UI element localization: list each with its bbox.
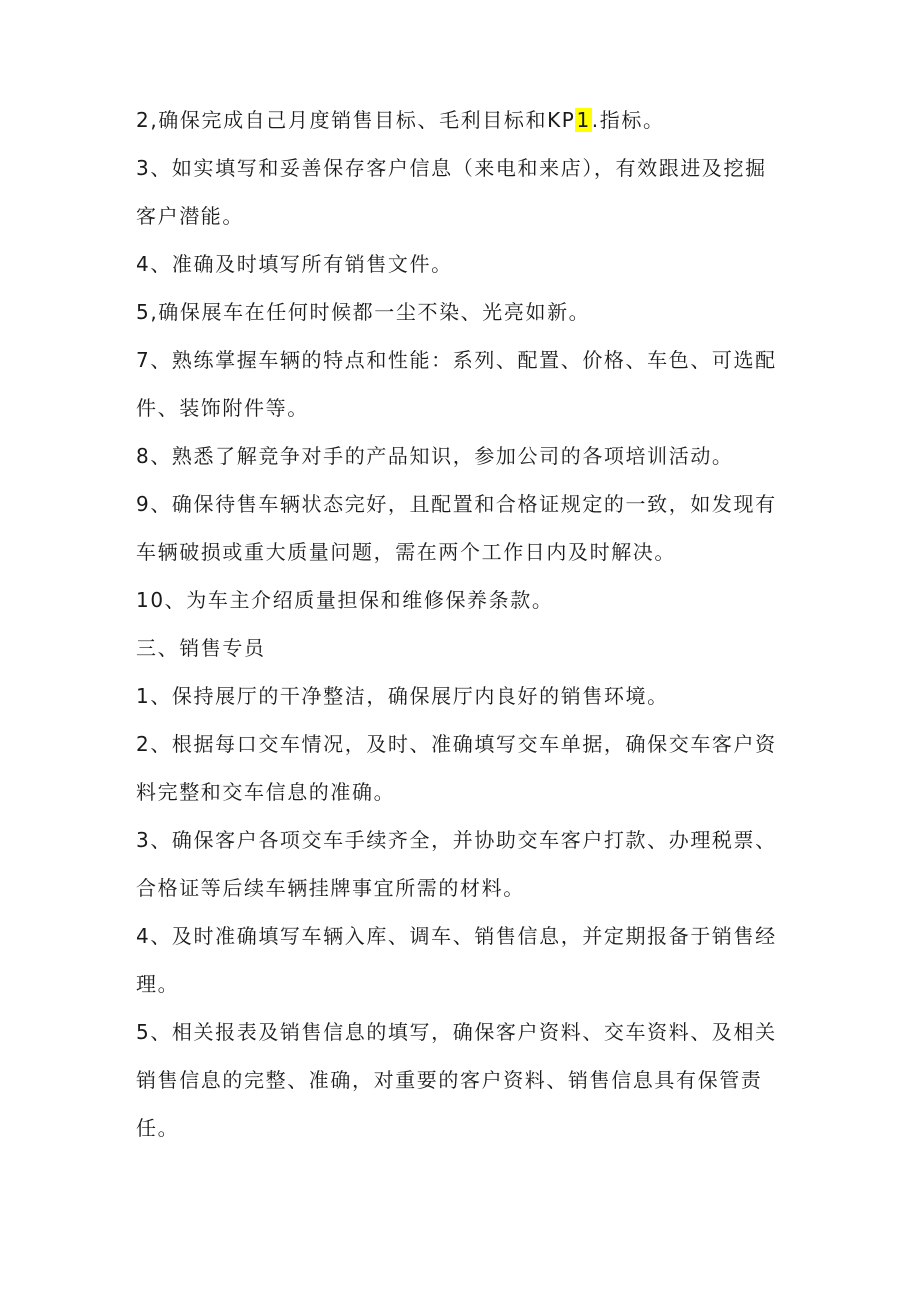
paragraph-1-tail: .指标。 [591, 108, 665, 132]
section-heading: 三、销售专员 [136, 636, 266, 660]
document-body [136, 96, 786, 1152]
paragraph-11: 3、确保客户各项交车手续齐全，并协助交车客户打款、办理税票、合格证等后续车辆挂牌事宜所需的材料。 [136, 828, 777, 900]
paragraph-13: 5、相关报表及销售信息的填写，确保客户资料、交车资料、及相关销售信息的完整、准确，对重要的客户资料、销售信息具有保管责任。 [136, 1020, 777, 1140]
paragraph-9: 1、保持展厅的干净整洁，确保展厅内良好的销售环境。 [136, 684, 669, 708]
paragraph-6: 8、熟悉了解竞争对手的产品知识，参加公司的各项培训活动。 [136, 444, 734, 468]
paragraph-5: 7、熟练掌握车辆的特点和性能：系列、配置、价格、车色、可选配件、装饰附件等。 [136, 348, 777, 420]
paragraph-8: 10、为车主介绍质量担保和维修保养条款。 [136, 588, 554, 612]
paragraph-12: 4、及时准确填写车辆入库、调车、销售信息，并定期报备于销售经理。 [136, 924, 777, 996]
paragraph-2: 3、如实填写和妥善保存客户信息（来电和来店），有效跟进及挖掘客户潜能。 [136, 156, 767, 228]
paragraph-1-text: 2,确保完成自己月度销售目标、毛利目标和KP [136, 108, 576, 132]
paragraph-3: 4、准确及时填写所有销售文件。 [136, 252, 453, 276]
highlighted-text: 1 [576, 108, 591, 132]
paragraph-10: 2、根据每口交车情况，及时、准确填写交车单据，确保交车客户资料完整和交车信息的准确。 [136, 732, 777, 804]
paragraph-4: 5,确保展车在任何时候都一尘不染、光亮如新。 [136, 300, 591, 324]
paragraph-1 [136, 96, 786, 144]
paragraph-7: 9、确保待售车辆状态完好，且配置和合格证规定的一致，如发现有车辆破损或重大质量问题，需在两个工作日内及时解决。 [136, 492, 777, 564]
